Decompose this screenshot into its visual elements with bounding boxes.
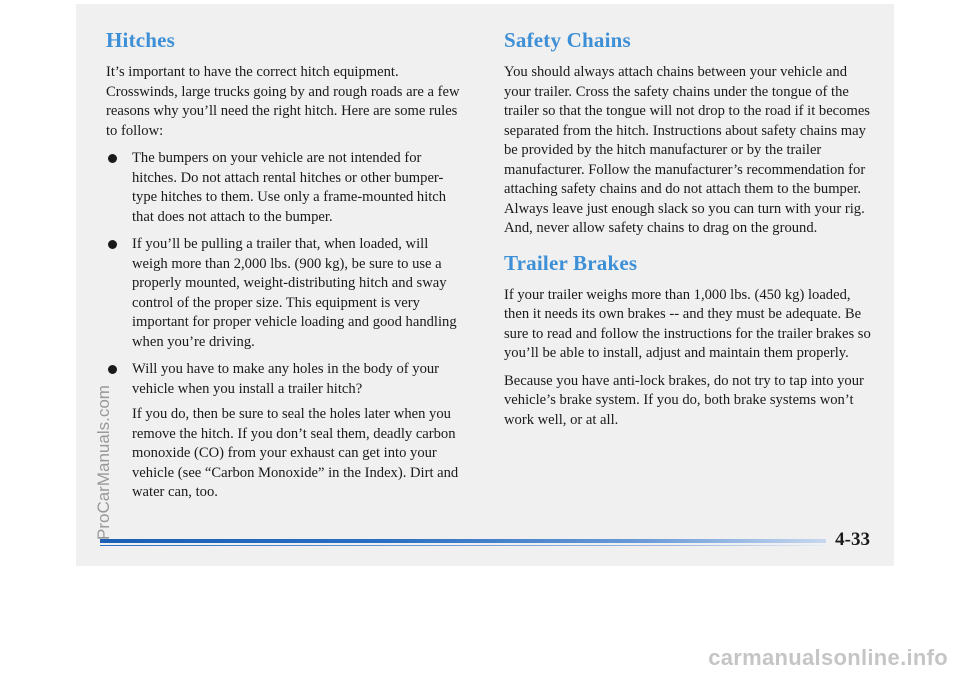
manual-page <box>76 4 894 566</box>
side-watermark: ProCarManuals.com <box>94 385 113 540</box>
safety-chains-body: You should always attach chains between your vehicle and your trailer. Cross the safety chains under the tongue of the trailer so that the tongue will not drop to the road if it becomes separated from the hitch. Instructions about safety chains may be provided by the hitch manufacturer or by the trailer manufacturer. Follow the manufacturer’s recommendation for attaching safety chains and do not attach them to the bumper. Always leave just enough slack so you can turn with your rig. And, never allow safety chains to drag on the ground. <box>504 64 870 236</box>
list-item <box>106 149 466 227</box>
hitches-intro: It’s important to have the correct hitch equipment. Crosswinds, large trucks going by and rough roads are a few reasons why you’ll need the right hitch. Here are some rules to follow: <box>106 64 460 139</box>
bullet-icon <box>108 154 117 163</box>
bullet-icon <box>108 240 117 249</box>
list-item-text: The bumpers on your vehicle are not intended for hitches. Do not attach rental hitches or other bumper-type hitches to them. Use only a frame-mounted hitch that does not attach to the bumper. <box>132 150 447 225</box>
hitches-followup: If you do, then be sure to seal the holes later when you remove the hitch. If you don’t seal them, deadly carbon monoxide (CO) from your exhaust can get into your vehicle (see “Carbon Monoxide” in the Index). Dirt and water can, too. <box>132 406 459 500</box>
hitches-rules-list <box>106 149 466 399</box>
footer-rule-thin <box>100 545 826 546</box>
footer-rule <box>100 539 826 543</box>
bullet-icon <box>108 365 117 374</box>
page-number: 4-33 <box>835 529 870 550</box>
footer-watermark: carmanualsonline.info <box>708 645 948 670</box>
list-item-text: Will you have to make any holes in the body of your vehicle when you install a trailer hitch? <box>132 361 440 397</box>
left-column <box>106 28 466 511</box>
trailer-brakes-heading: Trailer Brakes <box>504 250 638 275</box>
list-item <box>106 235 466 352</box>
trailer-brakes-para1: If your trailer weighs more than 1,000 lbs. (450 kg) loaded, then it needs its own brakes -- and they must be adequate. Be sure to read and follow the instructions for the trailer brakes so you’ll be able to install, adjust and maintain them properly. <box>504 286 871 361</box>
list-item <box>106 360 466 399</box>
trailer-brakes-para2: Because you have anti-lock brakes, do not try to tap into your vehicle’s brake system. If you do, both brake systems won’t work well, or at all. <box>504 372 864 428</box>
hitches-heading: Hitches <box>106 28 176 52</box>
right-column <box>504 28 874 438</box>
list-item-text: If you’ll be pulling a trailer that, when loaded, will weigh more than 2,000 lbs. (900 kg), be sure to use a properly mounted, weight-distributing hitch and sway control of the proper size. This equipment is very important for proper vehicle loading and good handling when you’re driving. <box>132 236 457 350</box>
safety-chains-heading: Safety Chains <box>504 28 631 52</box>
